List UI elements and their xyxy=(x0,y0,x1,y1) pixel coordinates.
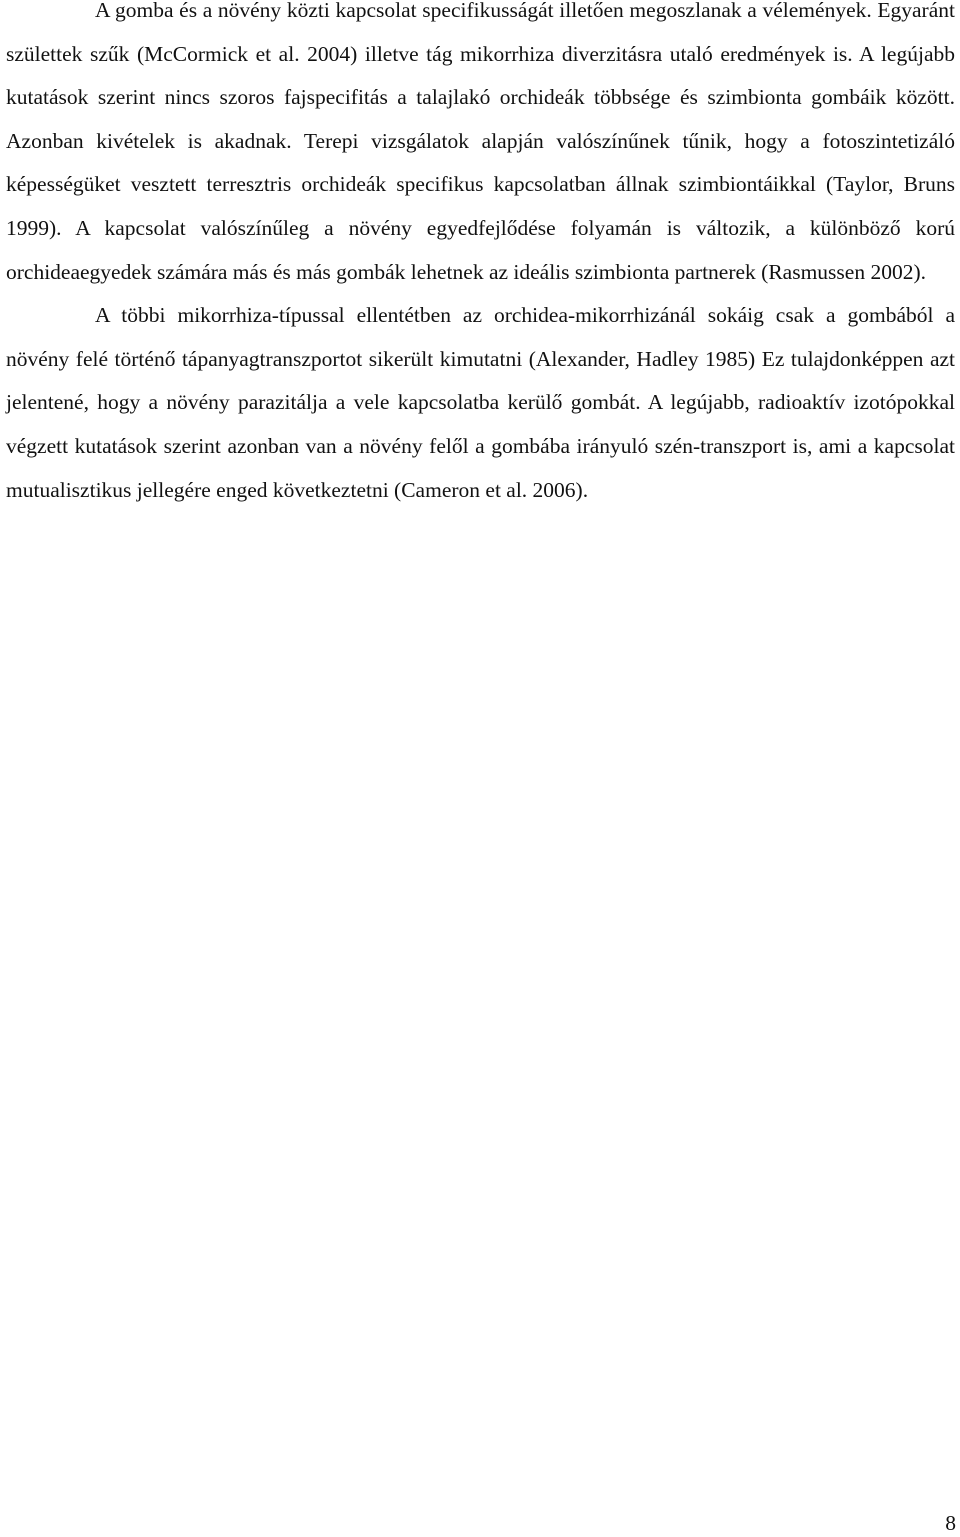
paragraph-2: A többi mikorrhiza-típussal ellentétben az orchidea-mikorrhizánál sokáig csak a gombából a növény felé történő tápanyagtranszportot sikerült kimutatni (Alexander, Hadley 1985) Ez tulajdonképpen azt jelentené, hogy a növény parazitálja a vele kapcsolatba kerülő gombát. A legújabb, radioaktív izotópokkal végzett kutatások szerint azonban van a növény felől a gombába irányuló szén-transzport is, ami a kapcsolat mutualisztikus jellegére enged következtetni (Cameron et al. 2006). xyxy=(6,303,955,502)
paragraph-1: A gomba és a növény közti kapcsolat specifikusságát illetően megoszlanak a vélemények. Egyaránt születtek szűk (McCormick et al. 2004) illetve tág mikorrhiza diverzitásra utaló eredmények is. A legújabb kutatások szerint nincs szoros fajspecifitás a talajlakó orchideák többsége és szimbionta gombáik között. Azonban kivételek is akadnak. Terepi vizsgálatok alapján valószínűnek tűnik, hogy a fotoszintetizáló képességüket vesztett terresztris orchideák specifikus kapcsolatban állnak szimbiontáikkal (Taylor, Bruns 1999). A kapcsolat valószínűleg a növény egyedfejlődése folyamán is változik, a különböző korú orchideaegyedek számára más és más gombák lehetnek az ideális szimbionta partnerek (Rasmussen 2002). xyxy=(6,0,955,284)
body-text xyxy=(6,0,955,512)
page-number: 8 xyxy=(945,1511,956,1535)
